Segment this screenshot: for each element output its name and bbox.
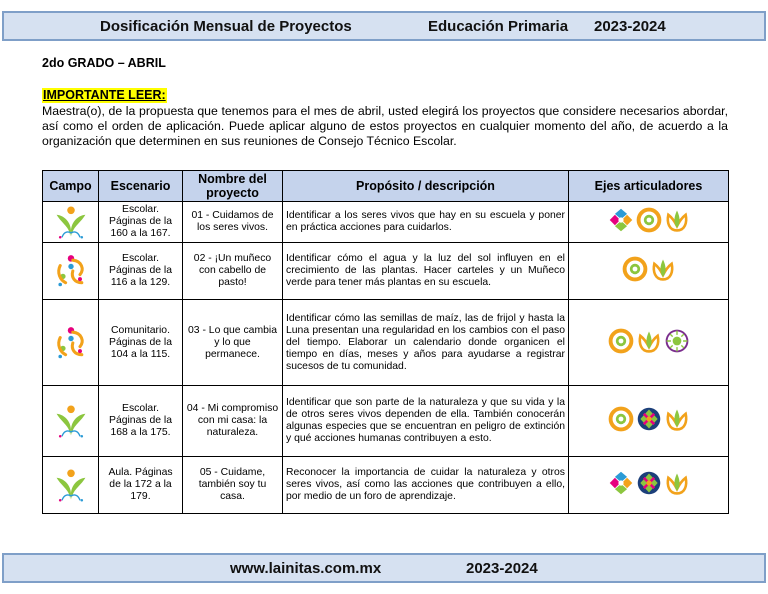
table-row xyxy=(43,202,729,243)
campo-cell xyxy=(43,386,99,457)
purpose-cell: Identificar a los seres vivos que hay en su escuela y poner en práctica acciones para cuidarlos. xyxy=(283,202,569,243)
header-escenario: Escenario xyxy=(99,171,183,202)
school-year: 2023-2024 xyxy=(594,18,666,35)
table-header-row xyxy=(43,171,729,202)
interculturalidad-icon xyxy=(608,470,634,496)
education-level: Educación Primaria xyxy=(428,18,569,35)
ejes-cell xyxy=(569,202,729,243)
footer-banner xyxy=(2,553,766,583)
pensamiento-critico-icon xyxy=(664,406,690,432)
header-proposito: Propósito / descripción xyxy=(283,171,569,202)
document-title: Dosificación Mensual de Proyectos xyxy=(100,18,352,35)
pensamiento-critico-icon xyxy=(664,470,690,496)
de-lo-humano-icon xyxy=(53,204,89,240)
projects-table xyxy=(42,170,729,514)
ejes-cell xyxy=(569,243,729,300)
escenario-cell: Escolar. Páginas de la 160 a la 167. xyxy=(99,202,183,243)
pensamiento-critico-icon xyxy=(664,207,690,233)
website-link[interactable]: www.lainitas.com.mx xyxy=(230,560,382,577)
campo-cell xyxy=(43,457,99,514)
inclusion-icon xyxy=(636,406,662,432)
vida-saludable-icon xyxy=(608,406,634,432)
project-name-cell: 05 - Cuidame, también soy tu casa. xyxy=(183,457,283,514)
de-lo-humano-icon xyxy=(53,403,89,439)
project-name-cell: 04 - Mi compromiso con mi casa: la naturaleza. xyxy=(183,386,283,457)
pensamiento-critico-icon xyxy=(636,328,662,354)
escenario-cell: Aula. Páginas de la 172 a la 179. xyxy=(99,457,183,514)
project-name-cell: 02 - ¡Un muñeco con cabello de pasto! xyxy=(183,243,283,300)
campo-cell xyxy=(43,202,99,243)
table-row xyxy=(43,386,729,457)
important-notice-label: IMPORTANTE LEER: xyxy=(43,88,166,102)
purpose-cell: Identificar que son parte de la naturaleza y que su vida y la de otros seres vivos dependen de ella. También conocerán algunas especies que se encuentran en peligro de extinción y qué acciones humanas contribuyen a esto. xyxy=(283,386,569,457)
grade-month-line: 2do GRADO – ABRIL xyxy=(42,56,166,70)
campo-cell xyxy=(43,300,99,386)
inclusion-icon xyxy=(636,470,662,496)
ejes-cell xyxy=(569,457,729,514)
footer-school-year: 2023-2024 xyxy=(466,560,538,577)
vida-saludable-icon xyxy=(636,207,662,233)
saberes-icon xyxy=(53,325,89,361)
vida-saludable-icon xyxy=(622,256,648,282)
table-row xyxy=(43,243,729,300)
intro-paragraph: Maestra(o), de la propuesta que tenemos para el mes de abril, usted elegirá los proyectos que considere necesarios abordar, así como el orden de aplicación. Puede aplicar alguno de estos proyectos en cualquier momento del año, de acuerdo a la organización que determinen en sus reuniones de Consejo Técnico Escolar. xyxy=(42,104,728,148)
header-campo: Campo xyxy=(43,171,99,202)
escenario-cell: Comunitario. Páginas de la 104 a la 115. xyxy=(99,300,183,386)
purpose-cell: Identificar cómo las semillas de maíz, las de frijol y hasta la Luna presentan una regularidad en los cambios con el paso del tiempo. Elaborar un calendario donde organicen el tiempo en días, meses y años para ayudarse a registrar sucesos de tu comunidad. xyxy=(283,300,569,386)
de-lo-humano-icon xyxy=(53,467,89,503)
header-nombre: Nombre del proyecto xyxy=(183,171,283,202)
header-ejes: Ejes articuladores xyxy=(569,171,729,202)
artes-icon xyxy=(664,328,690,354)
purpose-cell: Reconocer la importancia de cuidar la naturaleza y otros seres vivos, así como las acciones que contribuyen a ello, por medio de un foro de aprendizaje. xyxy=(283,457,569,514)
project-name-cell: 01 - Cuidamos de los seres vivos. xyxy=(183,202,283,243)
escenario-cell: Escolar. Páginas de la 168 a la 175. xyxy=(99,386,183,457)
vida-saludable-icon xyxy=(608,328,634,354)
table-row xyxy=(43,300,729,386)
pensamiento-critico-icon xyxy=(650,256,676,282)
purpose-cell: Identificar cómo el agua y la luz del sol influyen en el crecimiento de las plantas. Hacer carteles y un Muñeco verde para tener más plantas en su escuela. xyxy=(283,243,569,300)
ejes-cell xyxy=(569,300,729,386)
table-row xyxy=(43,457,729,514)
saberes-icon xyxy=(53,253,89,289)
project-name-cell: 03 - Lo que cambia y lo que permanece. xyxy=(183,300,283,386)
escenario-cell: Escolar. Páginas de la 116 a la 129. xyxy=(99,243,183,300)
interculturalidad-icon xyxy=(608,207,634,233)
header-banner xyxy=(2,11,766,41)
ejes-cell xyxy=(569,386,729,457)
campo-cell xyxy=(43,243,99,300)
